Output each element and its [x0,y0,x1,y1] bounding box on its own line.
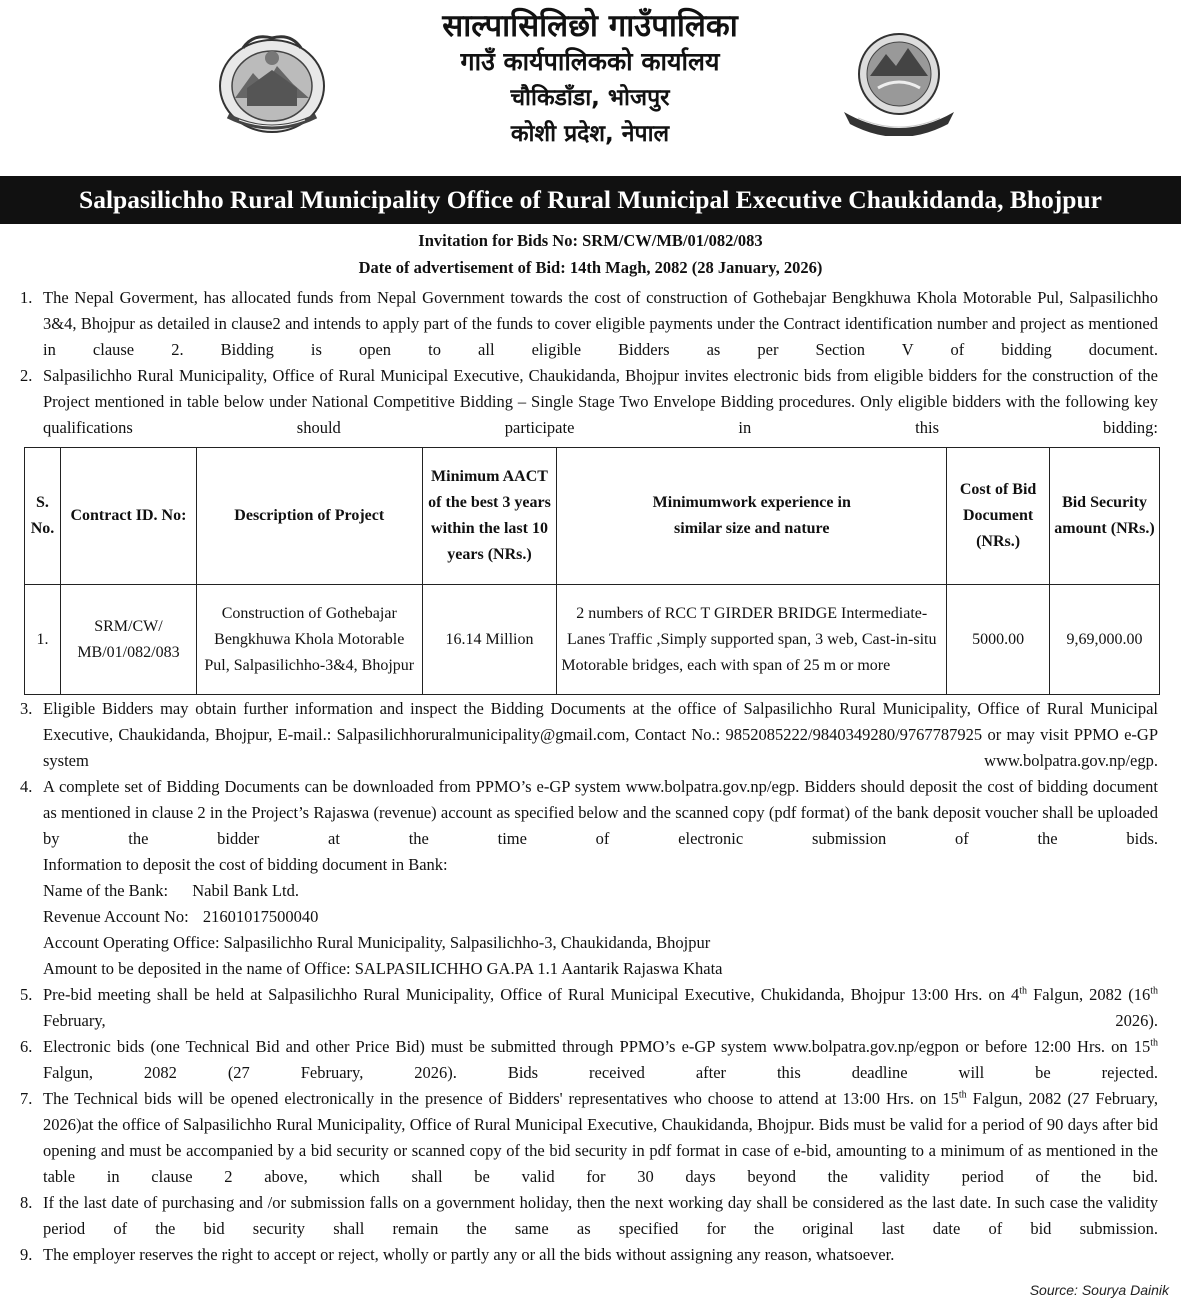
clause-text: The Nepal Goverment, has allocated funds from Nepal Government towards the cost of construction of Gothebajar Bengkhuwa Khola Motorable Pul, Salpasilichho 3&4, Bhojpur as detailed in clause2 and intends to apply part of the funds to cover eligible payments under the Contract identification number and project as mentioned in clause 2. Bidding is open to all eligible Bidders as per Section V of bidding document. [43,288,1158,359]
header [0,0,1181,176]
advertisement-date: Date of advertisement of Bid: 14th Magh, 2082 (28 January, 2026) [358,258,823,277]
invitation-number: Invitation for Bids No: SRM/CW/MB/01/082/083 [418,231,763,250]
bank-name-value: Nabil Bank Ltd. [192,881,299,900]
clause-text: If the last date of purchasing and /or submission falls on a government holiday, then the next working day shall be considered as the last date. In such case the validity period of the bid security shall remain the same as specified for the original last date of bid submission. [43,1193,1158,1238]
clause-text: Electronic bids (one Technical Bid and other Price Bid) must be submitted through PPMO’s e-GP system www.bolpatra.gov.np/egpon or before 12:00 Hrs. on 15th Falgun, 2082 (27 February, 2026). Bids received after this deadline will be rejected. [43,1037,1158,1082]
clause-text: The Technical bids will be opened electronically in the presence of Bidders' representatives who choose to attend at 13:00 Hrs. on 15th Falgun, 2082 (27 February, 2026)at the office of Salpasilichho Rural Municipality, Office of Rural Municipal Executive, Chaukidanda, Bhojpur. Bids must be valid for a period of 90 days after bid opening and must be accompanied by a bid security or scanned copy of the bid security in pdf format in case of e-bid, amounting to a minimum of as mentioned in the table in clause 2 above, which shall be valid for 30 days beyond the validity period of the bid. [43,1089,1159,1186]
header-description: Description of Project [196,448,422,585]
cell-sno: 1. [25,585,61,695]
nepali-office-name: गाउँ कार्यपालिकको कार्यालय [460,47,720,76]
clause-number: 5. [20,985,33,1004]
table-row [25,585,1160,695]
clause-number: 3. [20,699,33,718]
municipality-logo-icon [838,24,960,136]
account-number-value: 21601017500040 [202,907,319,926]
account-number-line [43,904,318,930]
english-title-bar: Salpasilichho Rural Municipality Office of Rural Municipal Executive Chaukidanda, Bhojpur [0,176,1181,224]
header-sno: S. No. [25,448,61,585]
cell-aact: 16.14 Million [422,585,557,695]
cell-description: Construction of Gothebajar Bengkhuwa Khola Motorable Pul, Salpasilichho-3&4, Bhojpur [196,585,422,695]
clause-text: Pre-bid meeting shall be held at Salpasilichho Rural Municipality, Office of Rural Municipal Executive, Chukidanda, Bhojpur 13:00 Hrs. on 4th Falgun, 2082 (16th February, 2026). [43,985,1158,1030]
nepali-location: चौकिडाँडा, भोजपुर [510,85,670,111]
deposit-name-line: Amount to be deposited in the name of Office: SALPASILICHHO GA.PA 1.1 Aantarik Rajaswa Khata [43,959,723,978]
clause-number: 4. [20,777,33,796]
nepali-heading [340,8,840,152]
nepal-government-emblem-icon [213,28,331,136]
clause-number: 6. [20,1037,33,1056]
header-cost: Cost of Bid Document (NRs.) [947,448,1050,585]
nepali-province: कोशी प्रदेश, नेपाल [510,121,670,147]
clause-text: Salpasilichho Rural Municipality, Office of Rural Municipal Executive, Chaukidanda, Bhojpur invites electronic bids from eligible bidders for the construction of the Project mentioned in table below under National Competitive Bidding – Single Stage Two Envelope Bidding procedures. Only eligible bidders with the following key qualifications should participate in this bidding: [43,366,1158,437]
clause-number: 7. [20,1089,33,1108]
bank-name-label: Name of the Bank: [43,881,169,900]
clause-text: Eligible Bidders may obtain further information and inspect the Bidding Documents at the office of Salpasilichho Rural Municipality, Office of Rural Municipal Executive, Chaukidanda, Bhojpur, E-mail.: Salpasilichhoruralmunicipality@gmail.com, Contact No.: 9852085222/9840349280/9767787925 or may visit PPMO e-GP system www.bolpatra.gov.np/egp. [43,699,1158,770]
header-experience: Minimumwork experience in similar size and nature [557,448,947,585]
clause-number: 1. [20,288,33,307]
account-number-label: Revenue Account No: [43,907,189,926]
clause-number: 2. [20,366,33,385]
nepali-municipality-name: साल्पासिलिछो गाउँपालिका [442,8,738,44]
bank-info-heading: Information to deposit the cost of bidding document in Bank: [43,855,448,874]
cell-security: 9,69,000.00 [1050,585,1160,695]
clause-text: The employer reserves the right to accept or reject, wholly or partly any or all the bids without assigning any reason, whatsoever. [43,1245,895,1264]
source-credit: Source: Sourya Dainik [1029,1282,1169,1298]
header-aact: Minimum AACT of the best 3 years within the last 10 years (NRs.) [422,448,557,585]
bid-table [24,447,1160,695]
clause-text: A complete set of Bidding Documents can be downloaded from PPMO’s e-GP system www.bolpatra.gov.np/egp. Bidders should deposit the cost of bidding document as mentioned in clause 2 in the Project’s Rajaswa (revenue) account as specified below and the scanned copy (pdf format) of the bank deposit voucher shall be uploaded by the bidder at the time of electronic submission of the bids. [43,777,1158,848]
cell-contract-id: SRM/CW/ MB/01/082/083 [60,585,196,695]
clause-9 [20,1242,1158,1294]
clause-number: 8. [20,1193,33,1212]
bank-name-line [43,878,299,904]
cell-cost: 5000.00 [947,585,1050,695]
cell-experience: 2 numbers of RCC T GIRDER BRIDGE Intermediate- Lanes Traffic ,Simply supported span, 3 web, Cast-in-situ Motorable bridges, each with span of 25 m or more [557,585,947,695]
account-office-line: Account Operating Office: Salpasilichho Rural Municipality, Salpasilichho-3, Chaukidanda, Bhojpur [43,933,711,952]
header-security: Bid Security amount (NRs.) [1050,448,1160,585]
header-contract-id: Contract ID. No: [60,448,196,585]
clause-number: 9. [20,1245,33,1264]
table-header-row [25,448,1160,585]
